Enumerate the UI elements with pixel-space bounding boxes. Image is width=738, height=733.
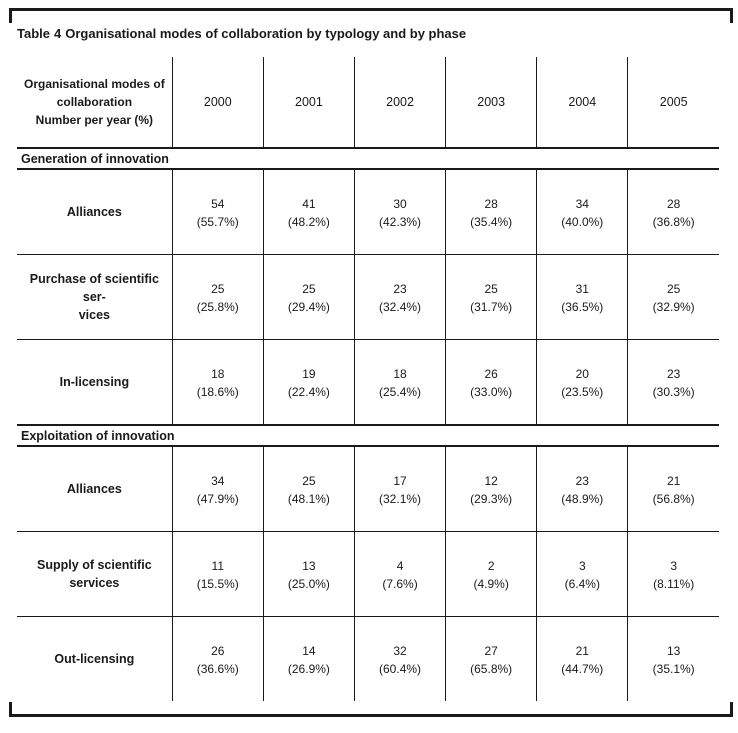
row-label-line: In-licensing [59, 375, 130, 389]
count-value: 17 [393, 474, 407, 488]
row-label [17, 446, 172, 532]
value-cell [628, 532, 719, 617]
percent-value: (23.5%) [561, 385, 604, 399]
value-cell [172, 255, 263, 340]
percent-value: (29.3%) [470, 492, 513, 506]
percent-value: (35.4%) [470, 215, 513, 229]
percent-value: (6.4%) [564, 577, 600, 591]
year-header: 2005 [628, 57, 719, 148]
percent-value: (32.9%) [652, 300, 695, 314]
percent-value: (15.5%) [196, 577, 239, 591]
count-value: 20 [575, 367, 589, 381]
percent-value: (44.7%) [561, 662, 604, 676]
year-header: 2002 [354, 57, 445, 148]
value-cell [628, 617, 719, 702]
count-value: 18 [211, 367, 225, 381]
value-cell [263, 169, 354, 255]
value-cell [354, 532, 445, 617]
table-row [17, 340, 719, 426]
percent-value: (40.0%) [561, 215, 604, 229]
caption-number: 4 [54, 26, 62, 41]
count-value: 19 [302, 367, 316, 381]
value-cell [172, 617, 263, 702]
row-label-line: Alliances [66, 482, 122, 496]
percent-value: (18.6%) [196, 385, 239, 399]
value-cell [354, 255, 445, 340]
count-value: 11 [211, 559, 225, 573]
caption-prefix: Table [17, 26, 50, 41]
count-value: 13 [302, 559, 316, 573]
count-value: 12 [484, 474, 498, 488]
percent-value: (7.6%) [382, 577, 418, 591]
count-value: 21 [575, 644, 589, 658]
percent-value: (65.8%) [470, 662, 513, 676]
value-cell [628, 340, 719, 426]
value-cell [354, 169, 445, 255]
percent-value: (48.2%) [287, 215, 330, 229]
count-value: 3 [670, 559, 678, 573]
count-value: 3 [578, 559, 586, 573]
percent-value: (47.9%) [196, 492, 239, 506]
row-label [17, 532, 172, 617]
value-cell [446, 340, 537, 426]
count-value: 18 [393, 367, 407, 381]
count-value: 30 [393, 197, 407, 211]
count-value: 34 [211, 474, 225, 488]
count-value: 27 [484, 644, 498, 658]
percent-value: (25.0%) [287, 577, 330, 591]
value-cell [628, 169, 719, 255]
percent-value: (36.5%) [561, 300, 604, 314]
header-row [17, 57, 719, 148]
value-cell [263, 532, 354, 617]
count-value: 28 [484, 197, 498, 211]
percent-value: (42.3%) [379, 215, 422, 229]
value-cell [537, 532, 628, 617]
count-value: 32 [393, 644, 407, 658]
count-value: 23 [393, 282, 407, 296]
table-row [17, 446, 719, 532]
row-label-line: vices [78, 308, 110, 322]
count-value: 4 [396, 559, 404, 573]
row-header-cell [17, 57, 172, 148]
value-cell [537, 617, 628, 702]
count-value: 31 [575, 282, 589, 296]
row-label [17, 617, 172, 702]
value-cell [628, 446, 719, 532]
row-label-line: Purchase of scientific ser- [29, 272, 159, 304]
count-value: 26 [484, 367, 498, 381]
top-frame-bracket [9, 8, 733, 23]
row-header-line: Organisational modes of [24, 77, 165, 91]
value-cell [446, 532, 537, 617]
row-label [17, 340, 172, 426]
percent-value: (36.6%) [196, 662, 239, 676]
table-row [17, 617, 719, 702]
percent-value: (26.9%) [287, 662, 330, 676]
section-row [17, 425, 719, 446]
count-value: 25 [211, 282, 225, 296]
value-cell [446, 255, 537, 340]
value-cell [446, 169, 537, 255]
row-label [17, 255, 172, 340]
count-value: 14 [302, 644, 316, 658]
percent-value: (4.9%) [473, 577, 509, 591]
percent-value: (31.7%) [470, 300, 513, 314]
value-cell [172, 532, 263, 617]
percent-value: (25.4%) [379, 385, 422, 399]
count-value: 34 [575, 197, 589, 211]
value-cell [446, 617, 537, 702]
percent-value: (33.0%) [470, 385, 513, 399]
count-value: 28 [666, 197, 681, 211]
table-caption [17, 26, 466, 41]
row-label-line: Supply of scientific [37, 558, 152, 572]
table-row [17, 169, 719, 255]
percent-value: (29.4%) [287, 300, 330, 314]
year-header: 2003 [446, 57, 537, 148]
count-value: 23 [575, 474, 589, 488]
percent-value: (60.4%) [379, 662, 422, 676]
value-cell [628, 255, 719, 340]
caption-title: Organisational modes of collaboration by typology and by phase [65, 26, 467, 41]
count-value: 2 [487, 559, 495, 573]
year-header: 2001 [263, 57, 354, 148]
percent-value: (55.7%) [196, 215, 239, 229]
value-cell [263, 340, 354, 426]
table-row [17, 255, 719, 340]
percent-value: (32.4%) [379, 300, 422, 314]
percent-value: (25.8%) [196, 300, 239, 314]
count-value: 23 [666, 367, 681, 381]
percent-value: (32.1%) [379, 492, 422, 506]
percent-value: (48.9%) [561, 492, 604, 506]
value-cell [263, 617, 354, 702]
percent-value: (56.8%) [652, 492, 695, 506]
count-value: 13 [666, 644, 681, 658]
bottom-frame-bracket [9, 702, 733, 717]
percent-value: (35.1%) [652, 662, 695, 676]
table-row [17, 532, 719, 617]
value-cell [354, 617, 445, 702]
count-value: 21 [666, 474, 681, 488]
count-value: 25 [484, 282, 498, 296]
row-label-line: services [69, 576, 120, 590]
percent-value: (36.8%) [652, 215, 695, 229]
value-cell [354, 340, 445, 426]
count-value: 25 [666, 282, 681, 296]
percent-value: (30.3%) [652, 385, 695, 399]
value-cell [537, 255, 628, 340]
year-header: 2000 [172, 57, 263, 148]
value-cell [172, 169, 263, 255]
value-cell [446, 446, 537, 532]
value-cell [537, 340, 628, 426]
count-value: 26 [211, 644, 225, 658]
row-label [17, 169, 172, 255]
value-cell [263, 446, 354, 532]
section-title: Generation of innovation [17, 148, 719, 169]
row-label-line: Out-licensing [54, 652, 135, 666]
collaboration-table [17, 57, 719, 701]
value-cell [354, 446, 445, 532]
row-label-line: Alliances [66, 205, 122, 219]
year-header: 2004 [537, 57, 628, 148]
count-value: 25 [302, 282, 316, 296]
count-value: 41 [302, 197, 316, 211]
row-header-line: Number per year (%) [35, 113, 154, 127]
count-value: 25 [302, 474, 316, 488]
value-cell [172, 340, 263, 426]
row-header-line: collaboration [56, 95, 133, 109]
count-value: 54 [211, 197, 225, 211]
percent-value: (48.1%) [287, 492, 330, 506]
percent-value: (22.4%) [287, 385, 330, 399]
value-cell [172, 446, 263, 532]
section-row [17, 148, 719, 169]
value-cell [537, 169, 628, 255]
value-cell [263, 255, 354, 340]
section-title: Exploitation of innovation [17, 425, 719, 446]
percent-value: (8.11%) [653, 577, 695, 591]
value-cell [537, 446, 628, 532]
